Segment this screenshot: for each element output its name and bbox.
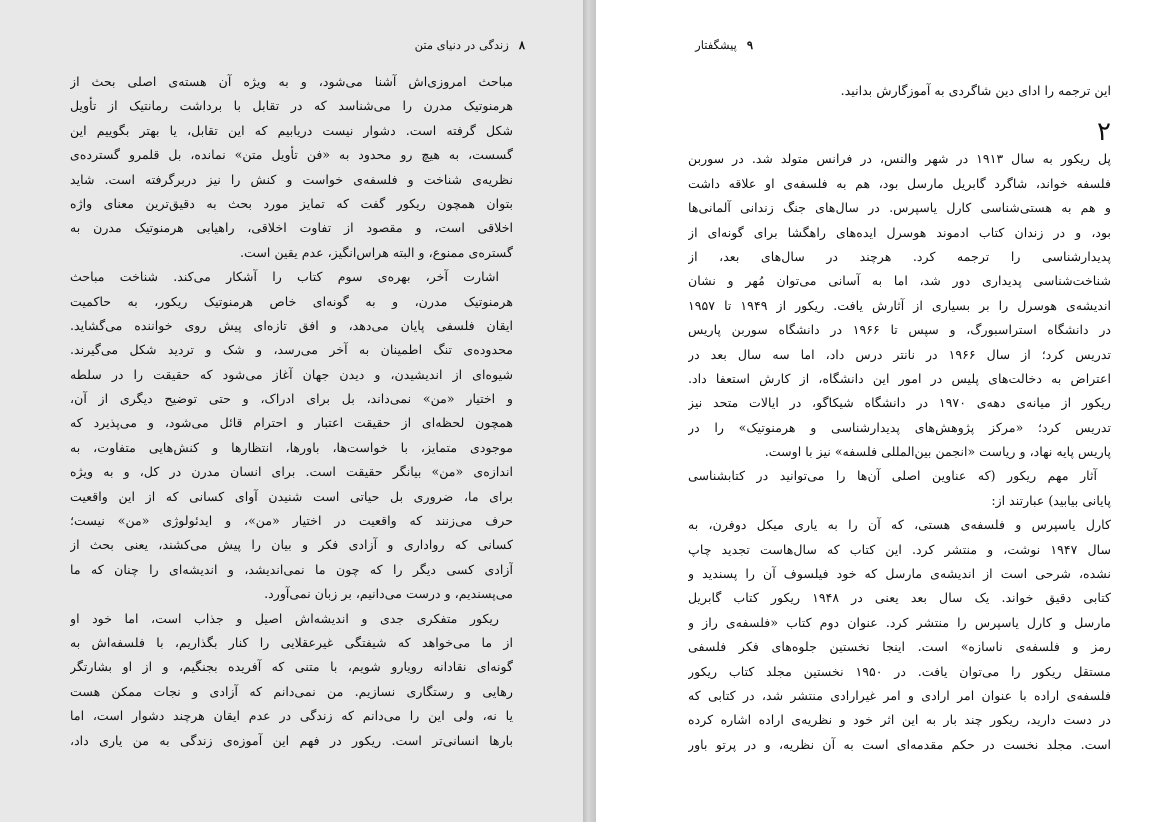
- left-page-running-title: زندگی در دنیای متن: [414, 38, 509, 52]
- right-page-number: ۹: [746, 38, 753, 52]
- right-page-body: [688, 79, 1111, 757]
- text-line: کتابی دقیق خواند. یک سال بعد یعنی در ۱۹۴۸ ریکور کتاب گابریل: [688, 590, 1111, 606]
- text-line: برای ما، ضروری بل حیاتی است شنیدن آوای کسانی که از این واقعیت: [70, 488, 513, 504]
- text-line: و اختیار «من» نمی‌داند، بل برای ادراک، و حتی توضیح دیگری از آن،: [70, 391, 513, 407]
- text-line: اعتراض به دخالت‌های پلیس در امور این دانشگاه، از کارش استعفا داد.: [688, 370, 1111, 386]
- text-line: همچون لحظه‌ای از حقیقت اعتبار و احترام قائل می‌شود، و می‌پذیرد که: [70, 415, 513, 431]
- text-line: مارسل و کارل یاسپرس را منتشر کرد. عنوان دوم کتاب «فلسفه‌ی راز و: [688, 614, 1111, 630]
- text-line: ایقان فلسفی پایان می‌دهد، و افق تازه‌ای پیش روی خواننده می‌گشاید.: [70, 317, 513, 333]
- text-line: مباحث امروزی‌اش آشنا می‌شود، و به ویژه آن هسته‌ی اصلی بحث از: [70, 74, 513, 89]
- text-line: ریکور متفکری جدی و اندیشه‌اش اصیل و جذاب است، اما خود او: [70, 610, 499, 626]
- text-line: گسست، به هیچ رو محدود به «فن تأویل متن» نمانده، بل قلمرو گسترده‌ی: [70, 147, 513, 163]
- text-line: بود، و در زندان کتاب ادموند هوسرل ایده‌های راهگشا برای گونه‌ای از: [688, 224, 1111, 240]
- text-line: مستقل ریکور را می‌توان یافت. در ۱۹۵۰ نخستین مجلد کتاب ریکور: [688, 663, 1111, 679]
- text-line: ریکور از میانه‌ی دهه‌ی ۱۹۷۰ در دانشگاه شیکاگو، در ایالات متحد نیز: [688, 395, 1111, 411]
- text-line: اشارت آخر، بهره‌ی سوم کتاب را آشکار می‌کند. شناخت مباحث: [70, 269, 499, 285]
- text-line: یا نه، ولی این را می‌دانم که زندگی در عدم ایقان هرچند دشوار است، اما: [70, 708, 513, 724]
- text-line: می‌پسندیم، و درست می‌دانیم، بر زبان نمی‌آورد.: [264, 586, 513, 602]
- text-line: کسانی که رواداری و آزادی فکر و بیان را پیش می‌کشند، یعنی بحث از: [70, 537, 513, 553]
- text-line: شکل گرفته است. دشوار نیست دریابیم که این تقابل، یا بهتر بگوییم این: [70, 122, 513, 138]
- text-line: گونه‌ای نقادانه رویارو شویم، با متنی که آفریده بجنگیم، و از او بشارتگر: [70, 659, 513, 675]
- text-line: آثار مهم ریکور (که عناوین اصلی آن‌ها را می‌توانید در کتابشناسی: [688, 468, 1097, 484]
- text-line: تدریس کرد؛ از سال ۱۹۶۶ در نانتر درس داد، اما سه سال بعد در: [688, 346, 1111, 362]
- text-line: پاریس پایه نهاد، و ریاست «انجمن بین‌المللی فلسفه» نیز با اوست.: [764, 444, 1111, 460]
- text-line: پل ریکور به سال ۱۹۱۳ در شهر والنس، در فرانس متولد شد. در سوربن: [688, 151, 1111, 167]
- text-line: شناخت‌شناسی پدیداری دور شد، اما به آسانی می‌توان مُهر و نشان: [688, 273, 1111, 289]
- text-line: هرمنوتیک مدرن را می‌شناسد که در تقابل با برداشت رمانتیک از تأویل: [70, 98, 513, 114]
- text-line: پدیدارشناسی را ترجمه کرد. هرچند در سال‌های بعد، از: [688, 248, 1111, 264]
- right-page-header: [695, 38, 753, 52]
- text-line: شیوه‌ای از اندیشیدن، و دیدن جهان آغاز می‌شود که حقیقت را در سلطه: [70, 366, 513, 382]
- text-line: نظریه‌ی شناخت و فلسفه‌ی خواست و کنش را نیز دربرگرفته است. شاید: [70, 171, 513, 187]
- left-page-number: ۸: [518, 38, 525, 52]
- text-line: نشده، شرحی است از اندیشه‌ی مارسل که خود فیلسوف آن را پسندید و: [688, 566, 1111, 582]
- text-line: محدوده‌ی تنگ اطمینان به آخر می‌رسد، و شک و تردید شکل می‌گیرند.: [70, 342, 513, 358]
- text-line: و هم به هستی‌شناسی کارل یاسپرس. در سال‌های جنگ زندانی آلمانی‌ها: [688, 200, 1111, 216]
- intro-line: این ترجمه را ادای دین شاگردی به آموزگارش بدانید.: [840, 83, 1111, 98]
- text-line: فلسفه خواند، شاگرد گابریل مارسل بود، هم به فلسفه‌ی او علاقه داشت: [688, 175, 1111, 191]
- text-line: کارل یاسپرس و فلسفه‌ی هستی، که آن را به یاری میکل دوفرن، به: [688, 517, 1111, 533]
- text-line: رهایی و رستگاری نسازیم. من نمی‌دانم که آزادی و نجات ممکن هست: [70, 683, 513, 699]
- right-page: [596, 0, 1173, 822]
- text-line: آزادی کسی دیگر را که چون ما نمی‌اندیشد، و اندیشه‌ای را چنان که ما: [70, 561, 513, 577]
- text-line: اخلاقی است، و مقصود از تفاوت اخلاقی، راهیابی هرمنوتیک مدرن به: [70, 220, 513, 236]
- text-line: سال ۱۹۴۷ نوشت، و منتشر کرد. این کتاب که سال‌هاست تجدید چاپ: [688, 541, 1111, 557]
- text-line: حرف می‌زنند که واقعیت در اختیار «من»، و ایدئولوژی «من» نیست؛: [70, 513, 513, 529]
- text-line: رمز و فلسفه‌ی ناسازه» است. اینجا نخستین جلوه‌های فکر فلسفی: [688, 639, 1111, 655]
- text-line: تدریس کرد؛ «مرکز پژوهش‌های پدیدارشناسی و هرمنوتیک» را در: [688, 419, 1111, 435]
- left-page-header: [415, 38, 525, 52]
- text-line: موجودی متمایز، با خواست‌ها، باورها، انتظارها و کنش‌هایی متفاوت، به: [70, 439, 513, 455]
- text-line: بتوان همچون ریکور گفت که تمایز مورد بحث به دقیق‌ترین معنای واژه: [70, 195, 513, 211]
- text-line: در دست دارید، ریکور چند بار به این اثر خود و نظریه‌ی اراده اشاره کرده: [688, 712, 1111, 728]
- text-line: در دانشگاه استراسبورگ، و سپس تا ۱۹۶۶ در دانشگاه سوربن پاریس: [688, 322, 1111, 338]
- right-page-running-title: پیشگفتار: [695, 38, 737, 52]
- text-line: اندیشه‌ی هوسرل را بر بسیاری از آثارش یافت. ریکور از ۱۹۴۹ تا ۱۹۵۷: [688, 297, 1111, 313]
- text-line: بارها انسانی‌تر است. ریکور در فهم این آموزه‌ی زندگی به من یاری داد،: [70, 732, 513, 748]
- left-page: [0, 0, 583, 822]
- text-line: هرمنوتیک مدرن، و به گونه‌ای خاص هرمنوتیک ریکور، به حاکمیت: [70, 293, 513, 309]
- text-line: اندازه‌ی «من» بیانگر حقیقت است. برای انسان مدرن در کل، و به ویژه: [70, 464, 513, 480]
- text-line: گستره‌ی ممنوع، و البته هراس‌انگیز، عدم یقین است.: [240, 244, 513, 260]
- text-line: از ما می‌خواهد که شیفتگی غیرعقلایی را کنار بگذاریم، با فلسفه‌اش به: [70, 634, 513, 650]
- text-line: پایانی بیابید) عبارتند از:: [991, 492, 1111, 508]
- section-number: ۲: [1097, 117, 1111, 148]
- text-line: است. مجلد نخست در حکم مقدمه‌ای است به آن نظریه، و در پرتو باور: [688, 736, 1111, 752]
- text-line: فلسفه‌ی اراده با عنوان امر ارادی و امر غیرارادی منتشر شد، در کتابی که: [688, 687, 1111, 703]
- book-gutter: [583, 0, 596, 822]
- left-page-body: [70, 70, 513, 753]
